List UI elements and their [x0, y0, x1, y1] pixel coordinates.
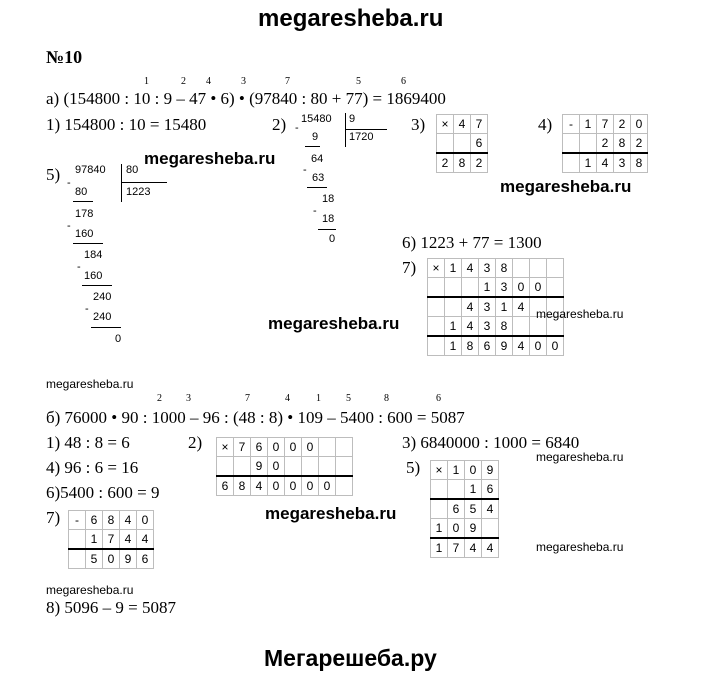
- div5-line-4: 184: [84, 249, 103, 261]
- grid-cell: [428, 336, 445, 356]
- grid-cell: [319, 438, 336, 457]
- watermark: megaresheba.ru: [536, 450, 624, 464]
- sub-grid-a4: [562, 114, 648, 173]
- div5-line-6: 240: [93, 291, 112, 303]
- grid-cell: 9: [496, 336, 513, 356]
- div2-divisor: 9: [349, 113, 356, 125]
- grid-cell: 0: [547, 336, 564, 356]
- div5-minus-1: -: [67, 177, 71, 189]
- div5-underline-3: [82, 285, 112, 286]
- grid-cell: 2: [614, 115, 631, 134]
- grid-cell: [547, 278, 564, 298]
- step-a-5-label: 5): [46, 165, 61, 184]
- grid-cell: 5: [86, 549, 103, 569]
- grid-cell: 0: [268, 438, 285, 457]
- grid-cell: 8: [462, 336, 479, 356]
- grid-cell: 3: [614, 153, 631, 173]
- div2-dividend: 15480: [301, 113, 332, 125]
- grid-cell: 1: [445, 317, 462, 337]
- grid-cell: 4: [120, 530, 137, 550]
- div5-divider-h: [121, 182, 167, 183]
- order-num-a-5: 7: [285, 76, 290, 87]
- order-num-b-2: 3: [186, 393, 191, 404]
- grid-cell: 7: [448, 538, 465, 558]
- grid-cell: [285, 457, 302, 477]
- site-footer: Мегарешеба.ру: [264, 645, 437, 671]
- grid-cell: [462, 278, 479, 298]
- div2-line-5: 18: [322, 213, 335, 225]
- grid-cell: 0: [319, 476, 336, 496]
- grid-cell: 1: [465, 480, 482, 500]
- grid-cell: [563, 134, 580, 154]
- grid-cell: 2: [597, 134, 614, 154]
- step-b-2-label: 2): [188, 433, 203, 452]
- order-num-b-6: 5: [346, 393, 351, 404]
- grid-cell: [69, 549, 86, 569]
- grid-cell: 0: [530, 336, 547, 356]
- grid-cell: 0: [137, 511, 154, 530]
- grid-cell: 4: [120, 511, 137, 530]
- grid-cell: [336, 476, 353, 496]
- div2-divider-v: [345, 113, 346, 147]
- grid-cell: 0: [631, 115, 648, 134]
- order-num-a-6: 5: [356, 76, 361, 87]
- div5-minus-4: -: [85, 303, 89, 315]
- grid-cell: 0: [513, 278, 530, 298]
- grid-cell: 0: [285, 476, 302, 496]
- grid-cell: [482, 519, 499, 539]
- grid-cell: 4: [462, 317, 479, 337]
- grid-cell: [431, 499, 448, 519]
- grid-cell: 4: [482, 499, 499, 519]
- grid-cell: 0: [530, 278, 547, 298]
- grid-cell: 2: [437, 153, 454, 173]
- grid-cell: 6: [217, 476, 234, 496]
- grid-cell: 8: [496, 317, 513, 337]
- div2-line-4: 18: [322, 193, 335, 205]
- task-number: №10: [46, 47, 83, 67]
- site-header: megaresheba.ru: [258, 5, 444, 32]
- expression-b: б) 76000 • 90 : 1000 – 96 : (48 : 8) • 109 – 5400 : 600 = 5087: [46, 408, 465, 427]
- grid-cell: 6: [86, 511, 103, 530]
- grid-cell: 4: [482, 538, 499, 558]
- div2-minus-3: -: [313, 205, 317, 217]
- grid-cell: [428, 317, 445, 337]
- step-b-6: 6)5400 : 600 = 9: [46, 483, 160, 502]
- step-a-1: 1) 154800 : 10 = 15480: [46, 115, 207, 134]
- grid-cell: 0: [302, 438, 319, 457]
- grid-cell: [445, 278, 462, 298]
- grid-cell: [336, 457, 353, 477]
- order-num-b-1: 2: [157, 393, 162, 404]
- div2-underline-2: [307, 187, 327, 188]
- div5-underline-1: [73, 201, 93, 202]
- order-num-b-3: 7: [245, 393, 250, 404]
- order-num-b-7: 8: [384, 393, 389, 404]
- order-num-b-5: 1: [316, 393, 321, 404]
- div5-dividend: 97840: [75, 164, 106, 176]
- expression-a: а) (154800 : 10 : 9 – 47 • 6) • (97840 : 80 + 77) = 1869400: [46, 89, 446, 108]
- grid-cell: [234, 457, 251, 477]
- div2-underline-1: [305, 146, 320, 147]
- div2-divider-h: [345, 129, 387, 130]
- grid-cell: 0: [448, 519, 465, 539]
- grid-cell: [563, 153, 580, 173]
- grid-cell: [217, 457, 234, 477]
- div5-minus-2: -: [67, 220, 71, 232]
- grid-cell: 1: [431, 519, 448, 539]
- grid-cell: 0: [268, 457, 285, 477]
- step-a-4-label: 4): [538, 115, 553, 134]
- grid-cell: [445, 297, 462, 317]
- grid-cell: 8: [103, 511, 120, 530]
- order-num-b-4: 4: [285, 393, 290, 404]
- mul-grid-b2: [216, 437, 353, 496]
- grid-cell: 8: [631, 153, 648, 173]
- grid-cell: 4: [462, 297, 479, 317]
- step-b-8: 8) 5096 – 9 = 5087: [46, 598, 176, 617]
- grid-cell: 7: [471, 115, 488, 134]
- grid-cell: 6: [251, 438, 268, 457]
- grid-cell: [547, 259, 564, 278]
- grid-cell: 0: [285, 438, 302, 457]
- grid-cell: 8: [496, 259, 513, 278]
- grid-cell: 1: [448, 461, 465, 480]
- sub-grid-b7: [68, 510, 154, 569]
- grid-cell: 7: [234, 438, 251, 457]
- grid-cell: 1: [431, 538, 448, 558]
- grid-cell: 6: [137, 549, 154, 569]
- grid-cell: 7: [597, 115, 614, 134]
- grid-cell: 4: [513, 336, 530, 356]
- grid-cell: 1: [580, 153, 597, 173]
- grid-cell: ×: [217, 438, 234, 457]
- watermark: megaresheba.ru: [536, 307, 624, 321]
- grid-cell: ×: [431, 461, 448, 480]
- grid-cell: [431, 480, 448, 500]
- grid-cell: 5: [465, 499, 482, 519]
- grid-cell: 4: [513, 297, 530, 317]
- grid-cell: 6: [482, 480, 499, 500]
- step-a-2-label: 2): [272, 115, 287, 134]
- grid-cell: 4: [454, 115, 471, 134]
- order-num-a-1: 1: [144, 76, 149, 87]
- grid-cell: -: [69, 511, 86, 530]
- div5-underline-4: [91, 327, 121, 328]
- order-num-b-8: 6: [436, 393, 441, 404]
- grid-cell: 0: [103, 549, 120, 569]
- watermark: megaresheba.ru: [500, 177, 632, 196]
- div5-line-1: 80: [75, 186, 88, 198]
- grid-cell: 3: [479, 317, 496, 337]
- grid-cell: 1: [496, 297, 513, 317]
- div2-line-2: 64: [311, 153, 324, 165]
- grid-cell: 8: [454, 153, 471, 173]
- div2-minus-2: -: [303, 164, 307, 176]
- div2-line-3: 63: [312, 172, 325, 184]
- grid-cell: 8: [234, 476, 251, 496]
- grid-cell: 1: [445, 336, 462, 356]
- grid-cell: 1: [86, 530, 103, 550]
- grid-cell: [302, 457, 319, 477]
- grid-cell: 9: [482, 461, 499, 480]
- grid-cell: [428, 297, 445, 317]
- grid-cell: 0: [302, 476, 319, 496]
- watermark: megaresheba.ru: [265, 504, 397, 523]
- grid-cell: [454, 134, 471, 154]
- grid-cell: 4: [465, 538, 482, 558]
- grid-cell: 4: [462, 259, 479, 278]
- div5-line-2: 178: [75, 208, 94, 220]
- watermark: megaresheba.ru: [268, 314, 400, 333]
- grid-cell: 9: [120, 549, 137, 569]
- step-a-3-label: 3): [411, 115, 426, 134]
- step-a-7-label: 7): [402, 258, 417, 277]
- mul-grid-a3: [436, 114, 488, 173]
- step-b-5-label: 5): [406, 458, 421, 477]
- div2-minus-1: -: [295, 122, 299, 134]
- grid-cell: [448, 480, 465, 500]
- grid-cell: [530, 259, 547, 278]
- mul-grid-b5: [430, 460, 499, 558]
- div5-line-5: 160: [84, 270, 103, 282]
- grid-cell: 3: [479, 259, 496, 278]
- div2-quotient: 1720: [349, 131, 374, 143]
- watermark: megaresheba.ru: [536, 540, 624, 554]
- grid-cell: ×: [428, 259, 445, 278]
- step-b-7-label: 7): [46, 508, 61, 527]
- grid-cell: 1: [479, 278, 496, 298]
- step-a-6: 6) 1223 + 77 = 1300: [402, 233, 542, 252]
- order-num-a-3: 4: [206, 76, 211, 87]
- grid-cell: -: [563, 115, 580, 134]
- order-num-a-7: 6: [401, 76, 406, 87]
- grid-cell: 6: [471, 134, 488, 154]
- div5-quotient: 1223: [126, 186, 151, 198]
- div5-divisor: 80: [126, 164, 139, 176]
- grid-cell: 8: [614, 134, 631, 154]
- grid-cell: 4: [597, 153, 614, 173]
- grid-cell: ×: [437, 115, 454, 134]
- grid-cell: [437, 134, 454, 154]
- grid-cell: 6: [448, 499, 465, 519]
- watermark: megaresheba.ru: [46, 377, 134, 391]
- grid-cell: 4: [251, 476, 268, 496]
- grid-cell: 1: [580, 115, 597, 134]
- div5-line-7: 240: [93, 311, 112, 323]
- div5-line-3: 160: [75, 228, 94, 240]
- div5-minus-3: -: [77, 261, 81, 273]
- grid-cell: 2: [631, 134, 648, 154]
- step-b-4: 4) 96 : 6 = 16: [46, 458, 139, 477]
- step-b-1: 1) 48 : 8 = 6: [46, 433, 130, 452]
- watermark: megaresheba.ru: [46, 583, 134, 597]
- div2-line-6: 0: [329, 233, 336, 245]
- order-num-a-4: 3: [241, 76, 246, 87]
- grid-cell: [513, 259, 530, 278]
- watermark: megaresheba.ru: [144, 149, 276, 168]
- div5-underline-2: [73, 243, 103, 244]
- grid-cell: 0: [268, 476, 285, 496]
- step-b-3: 3) 6840000 : 1000 = 6840: [402, 433, 580, 452]
- grid-cell: [580, 134, 597, 154]
- div5-divider-v: [121, 164, 122, 202]
- grid-cell: [319, 457, 336, 477]
- grid-cell: 6: [479, 336, 496, 356]
- order-num-a-2: 2: [181, 76, 186, 87]
- grid-cell: [69, 530, 86, 550]
- div5-line-8: 0: [115, 333, 122, 345]
- grid-cell: [428, 278, 445, 298]
- div2-underline-3: [318, 229, 336, 230]
- grid-cell: 9: [251, 457, 268, 477]
- grid-cell: 1: [445, 259, 462, 278]
- grid-cell: 3: [479, 297, 496, 317]
- grid-cell: 4: [137, 530, 154, 550]
- grid-cell: 3: [496, 278, 513, 298]
- grid-cell: [513, 317, 530, 337]
- grid-cell: [336, 438, 353, 457]
- div2-line-1: 9: [312, 131, 319, 143]
- grid-cell: 2: [471, 153, 488, 173]
- grid-cell: 9: [465, 519, 482, 539]
- grid-cell: 0: [465, 461, 482, 480]
- grid-cell: 7: [103, 530, 120, 550]
